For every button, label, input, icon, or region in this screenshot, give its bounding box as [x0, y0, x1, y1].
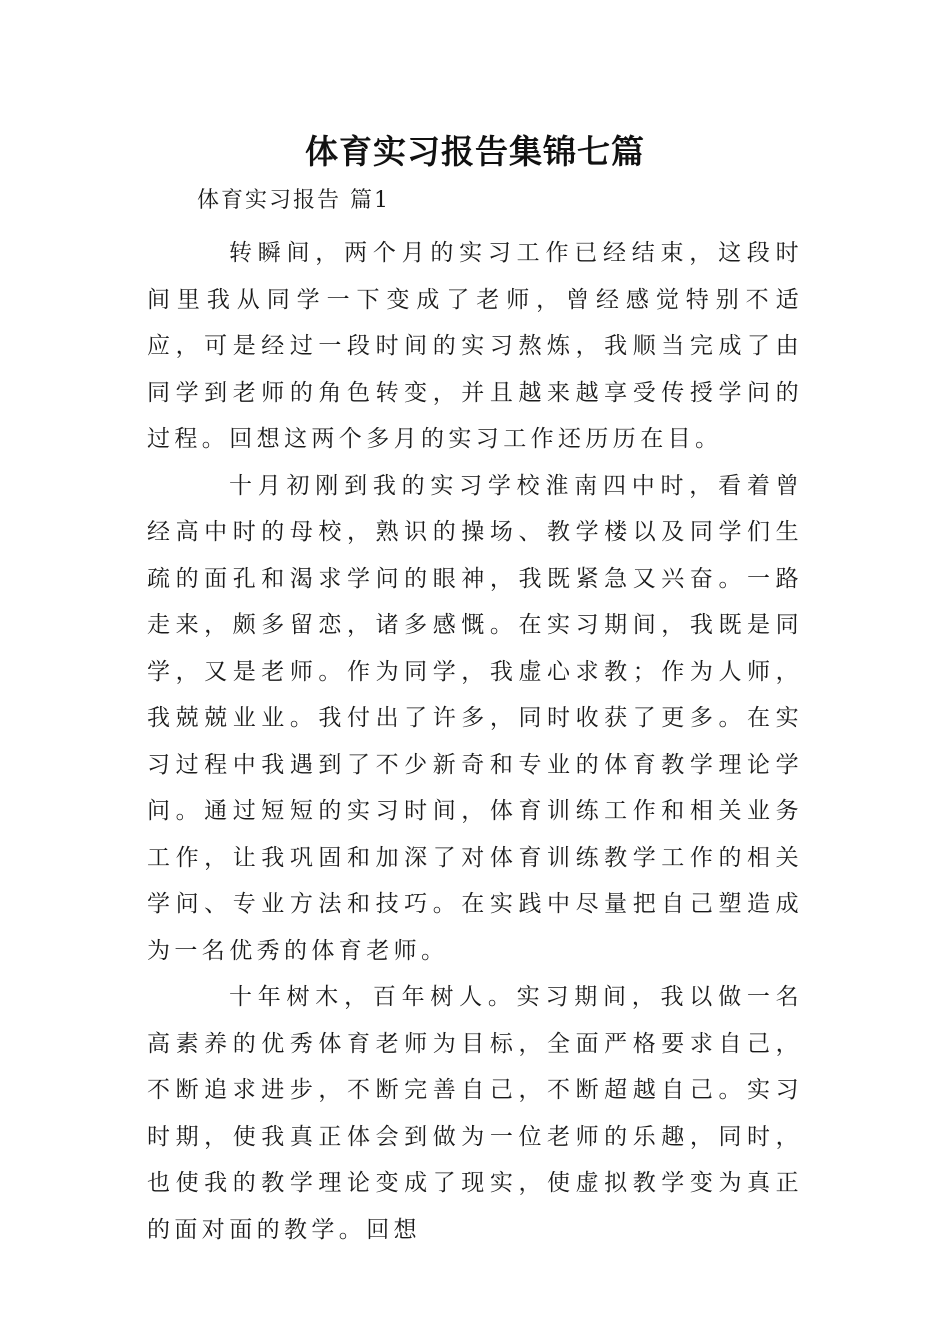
- document-title: 体育实习报告集锦七篇: [305, 132, 645, 171]
- paragraph: 转瞬间，两个月的实习工作已经结束，这段时间里我从同学一下变成了老师，曾经感觉特别不适应，可是经过一段时间的实习熬炼，我顺当完成了由同学到老师的角色转变，并且越来越享受传授学问的过程。回想这两个多月的实习工作还历历在目。: [147, 240, 803, 452]
- paragraph: 十月初刚到我的实习学校淮南四中时，看着曾经高中时的母校，熟识的操场、教学楼以及同学们生疏的面孔和渴求学问的眼神，我既紧急又兴奋。一路走来，颇多留恋，诸多感慨。在实习期间，我既是同学，又是老师。作为同学，我虚心求教；作为人师，我兢兢业业。我付出了许多，同时收获了更多。在实习过程中我遇到了不少新奇和专业的体育教学理论学问。通过短短的实习时间，体育训练工作和相关业务工作，让我巩固和加深了对体育训练教学工作的相关学问、专业方法和技巧。在实践中尽量把自己塑造成为一名优秀的体育老师。: [147, 472, 803, 964]
- document-body: [147, 230, 803, 1253]
- document-subtitle: 体育实习报告 篇1: [197, 188, 390, 213]
- paragraph: 十年树木，百年树人。实习期间，我以做一名高素养的优秀体育老师为目标，全面严格要求自己，不断追求进步，不断完善自己，不断超越自己。实习时期，使我真正体会到做为一位老师的乐趣，同时，也使我的教学理论变成了现实，使虚拟教学变为真正的面对面的教学。回想: [147, 984, 803, 1243]
